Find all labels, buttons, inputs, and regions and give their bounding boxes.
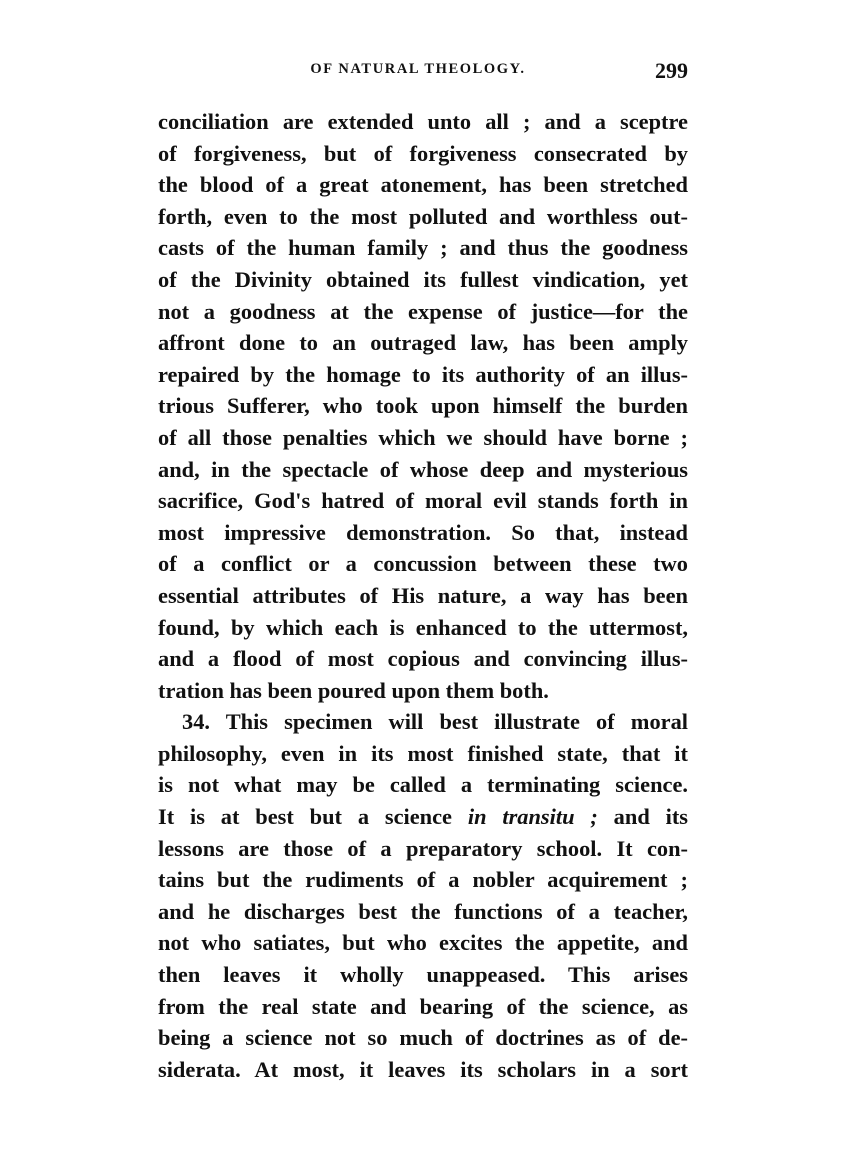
text-line: affront done to an outraged law, has been amply	[158, 330, 688, 356]
text-line: not a goodness at the expense of justice—for the	[158, 298, 688, 324]
text-line: not who satiates, but who excites the appetite, and	[158, 930, 688, 956]
text-line: most impressive demonstration. So that, instead	[158, 519, 688, 545]
text-line: and, in the spectacle of whose deep and mysterious	[158, 456, 688, 482]
page-number: 299	[655, 58, 688, 83]
text-line: sacrifice, God's hatred of moral evil stands forth in	[158, 488, 688, 514]
text-line: trious Sufferer, who took upon himself the burden	[158, 393, 688, 419]
text-line: philosophy, even in its most finished state, that it	[158, 740, 688, 766]
text-line: of the Divinity obtained its fullest vindication, yet	[158, 266, 688, 292]
text-line: from the real state and bearing of the science, as	[158, 993, 688, 1019]
text-line: being a science not so much of doctrines as of de-	[158, 1025, 688, 1051]
text-line: lessons are those of a preparatory school. It con-	[158, 835, 688, 861]
text-line: conciliation are extended unto all ; and a sceptre	[158, 109, 688, 134]
text-line: and a flood of most copious and convincing illus-	[158, 646, 688, 672]
text-line: of a conflict or a concussion between these two	[158, 551, 688, 577]
text-line: and he discharges best the functions of a teacher,	[158, 898, 688, 924]
text-line: repaired by the homage to its authority of an illus-	[158, 361, 688, 387]
text-line-paragraph-end: tration has been poured upon them both.	[158, 677, 549, 703]
text-line: forth, even to the most polluted and worthless out-	[158, 203, 688, 229]
text-line: casts of the human family ; and thus the goodness	[158, 235, 688, 261]
text-line: is not what may be called a terminating science.	[158, 772, 688, 798]
text-line: found, by which each is enhanced to the uttermost,	[158, 614, 688, 640]
text-line: tains but the rudiments of a nobler acquirement ;	[158, 867, 688, 893]
text-line: the blood of a great atonement, has been stretched	[158, 172, 688, 198]
text-segment: It is at best but a science	[158, 804, 452, 830]
running-head	[158, 58, 692, 88]
text-line-with-italic	[158, 801, 688, 833]
text-line: of forgiveness, but of forgiveness consecrated by	[158, 140, 688, 166]
text-line: essential attributes of His nature, a way has been	[158, 582, 688, 608]
text-line: siderata. At most, it leaves its scholars in a sort	[158, 1056, 688, 1082]
text-segment: and its	[613, 804, 688, 830]
text-line: then leaves it wholly unappeased. This arises	[158, 962, 688, 988]
running-title: OF NATURAL THEOLOGY.	[310, 61, 526, 77]
italic-phrase: in transitu ;	[467, 804, 598, 830]
body-text	[158, 106, 688, 1085]
text-line: of all those penalties which we should have borne ;	[158, 424, 688, 450]
text-line-paragraph-start: 34. This specimen will best illustrate of moral	[182, 709, 688, 735]
